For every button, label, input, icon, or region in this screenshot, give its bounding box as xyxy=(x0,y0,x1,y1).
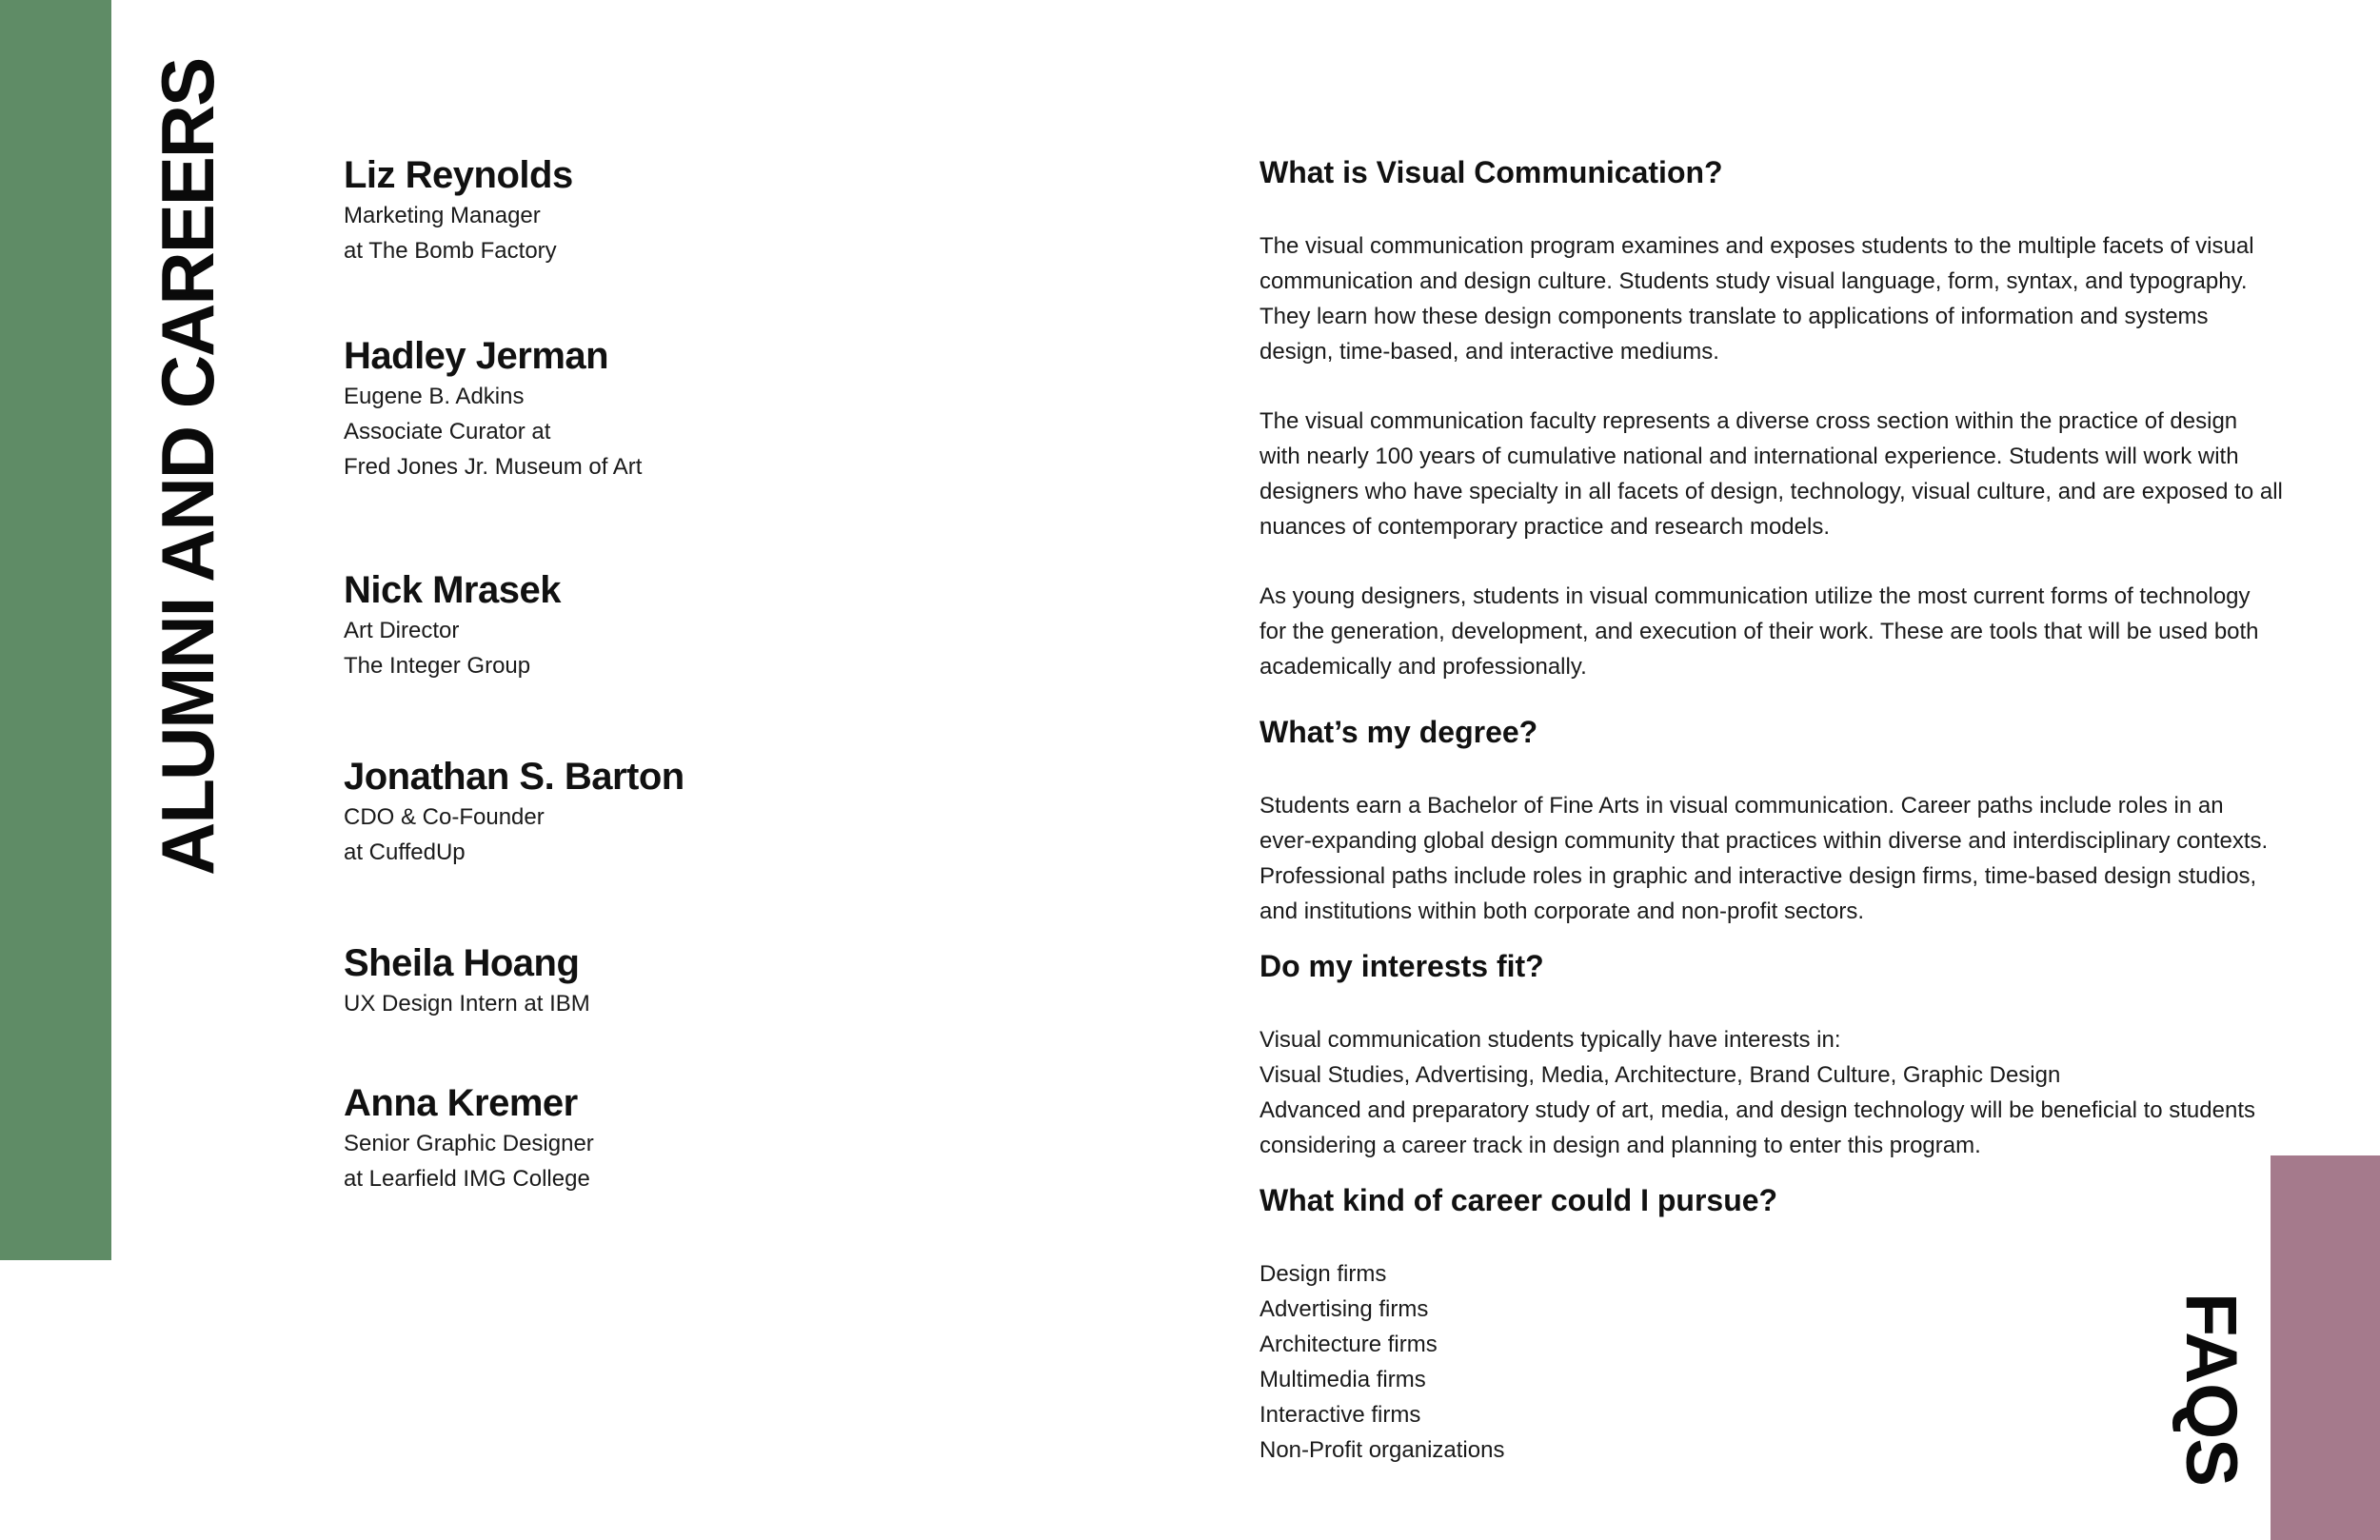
alumni-name: Jonathan S. Barton xyxy=(344,756,684,798)
faq-question: What’s my degree? xyxy=(1259,715,1538,749)
alumni-title-line: UX Design Intern at IBM xyxy=(344,991,590,1017)
alumni-title-line: at Learfield IMG College xyxy=(344,1166,590,1192)
faq-paragraph-line: Advanced and preparatory study of art, media, and design technology will be beneficial to students xyxy=(1259,1097,2255,1123)
faq-paragraph-line: considering a career track in design and planning to enter this program. xyxy=(1259,1133,1981,1158)
alumni-entry xyxy=(344,152,573,268)
alumni-title-line: at The Bomb Factory xyxy=(344,238,557,264)
alumni-name: Hadley Jerman xyxy=(344,335,609,377)
alumni-title-line: Marketing Manager xyxy=(344,203,541,228)
alumni-title-line: CDO & Co-Founder xyxy=(344,804,545,830)
career-list-item: Non-Profit organizations xyxy=(1259,1437,1505,1463)
alumni-name: Liz Reynolds xyxy=(344,154,573,196)
faq-paragraph-line: The visual communication faculty represents a diverse cross section within the practice of design xyxy=(1259,408,2238,434)
faq-paragraph-line: for the generation, development, and execution of their work. These are tools that will be used both xyxy=(1259,619,2259,644)
faq-paragraph-line: nuances of contemporary practice and research models. xyxy=(1259,514,1830,540)
alumni-entry xyxy=(344,754,684,870)
faq-paragraph-line: and institutions within both corporate and non-profit sectors. xyxy=(1259,898,1865,924)
faq-question: What is Visual Communication? xyxy=(1259,155,1723,189)
faq-paragraph-line: Visual Studies, Advertising, Media, Architecture, Brand Culture, Graphic Design xyxy=(1259,1062,2061,1088)
faq-paragraph-line: Students earn a Bachelor of Fine Arts in visual communication. Career paths include roles in an xyxy=(1259,793,2224,819)
career-list-item: Architecture firms xyxy=(1259,1332,1438,1357)
faq-paragraph-line: ever-expanding global design community that practices within diverse and interdisciplinary contexts. xyxy=(1259,828,2269,854)
faq-paragraph-line: designers who have specialty in all facets of design, technology, visual culture, and are exposed to all xyxy=(1259,479,2283,504)
career-list-item: Advertising firms xyxy=(1259,1296,1429,1322)
faq-paragraph xyxy=(1259,788,2316,929)
alumni-name: Anna Kremer xyxy=(344,1082,578,1124)
career-list-item: Design firms xyxy=(1259,1261,1387,1287)
alumni-entry xyxy=(344,333,642,484)
alumni-title-line: Associate Curator at xyxy=(344,419,551,444)
faq-paragraph-line: design, time-based, and interactive mediums. xyxy=(1259,339,1719,365)
career-list xyxy=(1259,1256,2316,1468)
faq-paragraph xyxy=(1259,404,2316,544)
alumni-entry xyxy=(344,940,590,1021)
faq-paragraph-line: with nearly 100 years of cumulative national and international experience. Students will work with xyxy=(1259,444,2239,469)
faq-paragraph-line: The visual communication program examines and exposes students to the multiple facets of visual xyxy=(1259,233,2254,259)
faq-paragraph-line: They learn how these design components translate to applications of information and systems xyxy=(1259,304,2209,329)
faq-paragraph xyxy=(1259,228,2316,369)
alumni-name: Nick Mrasek xyxy=(344,569,561,611)
faq-paragraph-line: Professional paths include roles in graphic and interactive design firms, time-based design studios, xyxy=(1259,863,2257,889)
alumni-title-line: Art Director xyxy=(344,618,460,643)
faq-question: Do my interests fit? xyxy=(1259,949,1544,983)
alumni-and-careers-title: ALUMNI AND CAREERS xyxy=(146,58,229,876)
alumni-entry xyxy=(344,1080,594,1196)
career-list-item: Multimedia firms xyxy=(1259,1367,1426,1392)
green-sidebar xyxy=(0,0,111,1260)
alumni-title-line: Eugene B. Adkins xyxy=(344,384,525,409)
alumni-title-line: The Integer Group xyxy=(344,653,531,679)
alumni-entry xyxy=(344,567,561,683)
alumni-title-line: at CuffedUp xyxy=(344,839,466,865)
faq-paragraph-line: communication and design culture. Students study visual language, form, syntax, and typography. xyxy=(1259,268,2248,294)
alumni-title-line: Fred Jones Jr. Museum of Art xyxy=(344,454,643,480)
alumni-name: Sheila Hoang xyxy=(344,942,580,984)
faqs-title: FAQS xyxy=(2171,1293,2251,1486)
faq-paragraph-line: As young designers, students in visual communication utilize the most current forms of technology xyxy=(1259,583,2251,609)
career-list-item: Interactive firms xyxy=(1259,1402,1421,1428)
faq-question: What kind of career could I pursue? xyxy=(1259,1183,1778,1217)
faq-paragraph-line: Visual communication students typically have interests in: xyxy=(1259,1027,1841,1053)
faq-paragraph xyxy=(1259,579,2316,684)
faq-paragraph-line: academically and professionally. xyxy=(1259,654,1587,680)
alumni-title-line: Senior Graphic Designer xyxy=(344,1131,594,1156)
faq-paragraph xyxy=(1259,1022,2316,1163)
